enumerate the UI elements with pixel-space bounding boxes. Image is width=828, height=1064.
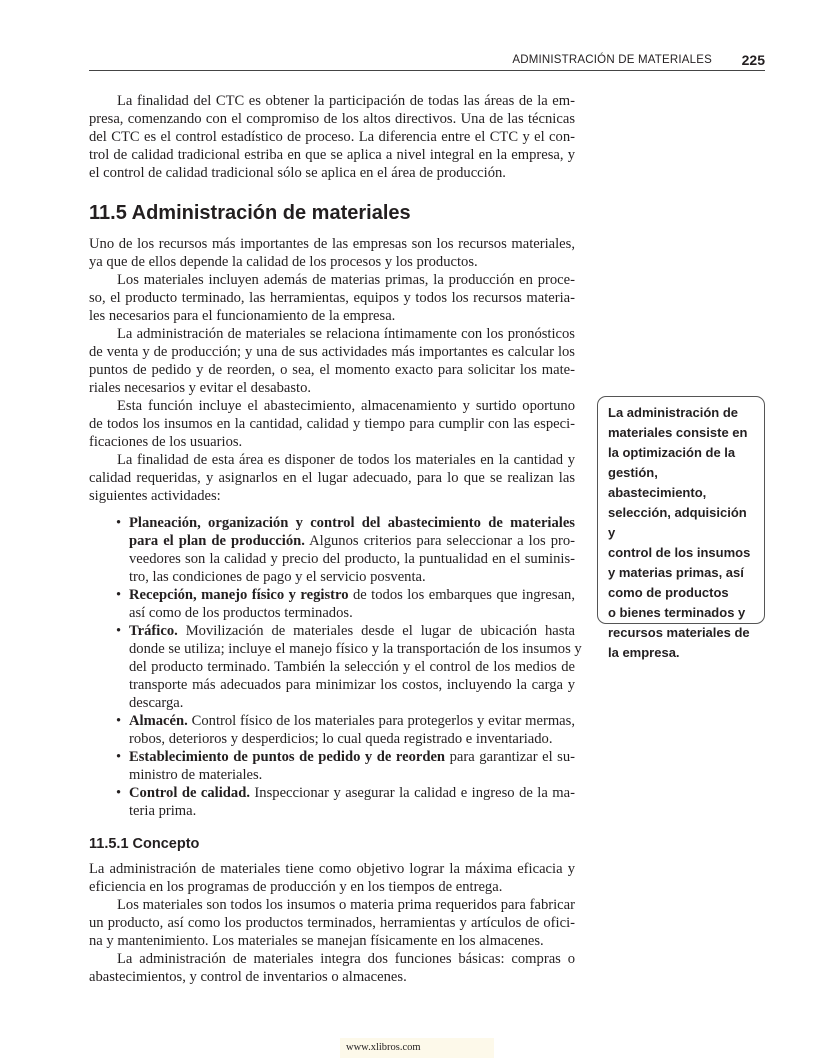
- bold-term: Tráfico.: [129, 623, 178, 639]
- running-title: ADMINISTRACIÓN DE MATERIALES: [512, 54, 712, 66]
- line-text: tro, las condiciones de pago y el servicio posventa.: [129, 569, 426, 585]
- text-line: el control de calidad tradicional sólo se aplica en el área de producción.: [89, 165, 506, 181]
- note-line: y materias primas, así: [608, 565, 744, 580]
- text-line: so, el producto terminado, las herramientas, equipos y todos los recursos materia-: [89, 290, 575, 306]
- note-line: la empresa.: [608, 645, 680, 660]
- text-line: [129, 658, 575, 676]
- text-line: presa, comenzando con el compromiso de los altos directivos. Una de las técnicas: [89, 111, 575, 127]
- line-text: transporte más adecuados para minimizar los costos, incluyendo la carga y: [129, 677, 575, 693]
- note-line: materiales consiste en: [608, 425, 748, 440]
- text-line: riales necesarios y evitar el desabasto.: [89, 380, 312, 396]
- line-text: teria prima.: [129, 803, 197, 819]
- margin-note-box: [597, 396, 765, 660]
- text-line: de todos los insumos en la cantidad, calidad y tiempo para cumplir con las especi-: [89, 416, 575, 432]
- text-line: [129, 586, 575, 604]
- paragraph: [89, 271, 575, 325]
- text-line: de venta y de producción; y una de sus actividades más importantes es calcular los: [89, 344, 575, 360]
- line-text: Control físico de los materiales para protegerlos y evitar mermas,: [187, 713, 575, 729]
- bold-term: Recepción, manejo físico y registro: [129, 587, 349, 603]
- bold-term: Planeación, organización y control del abastecimiento de materiales: [129, 515, 575, 531]
- text-line: Esta función incluye el abastecimiento, almacenamiento y surtido oportuno: [117, 398, 575, 414]
- text-line: ficaciones de los usuarios.: [89, 434, 243, 450]
- list-item: [116, 748, 576, 784]
- paragraph: [89, 92, 575, 182]
- text-line: les necesarios para el funcionamiento de la empresa.: [89, 308, 396, 324]
- text-line: [129, 766, 575, 784]
- note-line: como de productos: [608, 585, 729, 600]
- note-line: gestión, abastecimiento,: [608, 465, 707, 500]
- list-item: [116, 622, 582, 712]
- text-line: siguientes actividades:: [89, 488, 221, 504]
- paragraph: [89, 860, 575, 896]
- line-text: Movilización de materiales desde el lugar de ubicación hasta: [177, 623, 575, 639]
- line-text: robos, deterioros y desperdicios; lo cual queda registrado e inventariado.: [129, 731, 553, 747]
- text-line: [129, 550, 575, 568]
- text-line: [129, 712, 575, 730]
- text-line: [129, 730, 575, 748]
- bullet-icon: •: [116, 749, 122, 765]
- note-line: control de los insumos: [608, 545, 751, 560]
- running-header: [89, 52, 765, 71]
- line-text: donde se utiliza; incluye el manejo físico y la transportación de los insumos y: [129, 641, 582, 657]
- text-line: [129, 676, 575, 694]
- section-heading: 11.5 Administración de materiales: [89, 202, 411, 224]
- line-text: descarga.: [129, 695, 184, 711]
- line-text: del producto terminado. También la selección y el control de los medios de: [129, 659, 575, 675]
- bullet-icon: •: [116, 515, 122, 531]
- text-line: [129, 604, 575, 622]
- bullet-icon: •: [116, 785, 122, 801]
- line-text: de todos los embarques que ingresan,: [348, 587, 575, 603]
- text-line: eficiencia en los programas de producción y en los tiempos de entrega.: [89, 879, 503, 895]
- note-line: selección, adquisición y: [608, 505, 747, 540]
- paragraph: [89, 896, 575, 950]
- bullet-icon: •: [116, 623, 122, 639]
- bullet-icon: •: [116, 713, 122, 729]
- note-line: la optimización de la: [608, 445, 736, 460]
- text-line: Los materiales incluyen además de materias primas, la producción en proce-: [117, 272, 575, 288]
- bullet-icon: •: [116, 587, 122, 603]
- line-text: así como de los productos terminados.: [129, 605, 353, 621]
- text-line: [129, 532, 575, 550]
- line-text: ministro de materiales.: [129, 767, 263, 783]
- concept-paragraphs: [89, 860, 575, 986]
- note-line: recursos materiales de: [608, 625, 750, 640]
- text-line: La finalidad de esta área es disponer de todos los materiales en la cantidad y: [117, 452, 575, 468]
- bold-term: Establecimiento de puntos de pedido y de reorden: [129, 749, 446, 765]
- paragraph: [89, 235, 575, 271]
- text-line: [129, 640, 582, 658]
- text-line: [129, 748, 575, 766]
- text-line: [129, 802, 575, 820]
- line-text: Inspeccionar y asegurar la calidad e ingreso de la ma-: [249, 785, 575, 801]
- line-text: Algunos criterios para seleccionar a los pro-: [304, 533, 576, 549]
- paragraph: [89, 325, 575, 397]
- text-line: del CTC es el control estadístico de proceso. La diferencia entre el CTC y el con-: [89, 129, 575, 145]
- text-line: Uno de los recursos más importantes de las empresas son los recursos materiales,: [89, 236, 575, 252]
- footer-website-link[interactable]: www.xlibros.com: [340, 1038, 494, 1058]
- section-paragraphs: [89, 235, 575, 505]
- line-text: veedores son la calidad y precio del producto, la puntualidad en el suminis-: [129, 551, 575, 567]
- text-line: [129, 694, 575, 712]
- bold-term: Control de calidad.: [129, 785, 250, 801]
- note-line: o bienes terminados y: [608, 605, 746, 620]
- list-item: [116, 784, 575, 820]
- paragraph: [89, 397, 575, 451]
- text-line: na y mantenimiento. Los materiales se manejan físicamente en los almacenes.: [89, 933, 544, 949]
- text-line: [129, 568, 575, 586]
- text-line: [129, 784, 575, 802]
- text-line: un producto, así como los productos terminados, herramientas y artículos de ofici-: [89, 915, 575, 931]
- text-line: trol de calidad tradicional estriba en que se aplica a nivel integral en la empresa, y: [89, 147, 575, 163]
- text-line: [129, 622, 575, 640]
- text-line: La administración de materiales se relaciona íntimamente con los pronósticos: [117, 326, 575, 342]
- page-number: 225: [741, 52, 765, 68]
- text-line: La finalidad del CTC es obtener la participación de todas las áreas de la em-: [117, 93, 575, 109]
- text-line: Los materiales son todos los insumos o materia prima requeridos para fabricar: [117, 897, 575, 913]
- text-line: La administración de materiales tiene como objetivo lograr la máxima eficacia y: [89, 861, 575, 877]
- bold-term: para el plan de producción.: [129, 533, 305, 549]
- list-item: [116, 586, 575, 622]
- text-line: calidad requeridas, y asignarlos en el lugar adecuado, para lo que se realizan las: [89, 470, 575, 486]
- text-line: ya que de ellos depende la calidad de los procesos y los productos.: [89, 254, 478, 270]
- text-line: [129, 514, 575, 532]
- text-line: puntos de pedido y de reorden, o sea, el momento exacto para solicitar los mate-: [89, 362, 575, 378]
- subsection-heading: 11.5.1 Concepto: [89, 836, 200, 852]
- list-item: [116, 712, 575, 748]
- bold-term: Almacén.: [129, 713, 188, 729]
- note-line: La administración de: [608, 405, 739, 420]
- list-item: [116, 514, 576, 586]
- text-line: La administración de materiales integra dos funciones básicas: compras o: [117, 951, 575, 967]
- intro-paragraph: [89, 92, 575, 182]
- line-text: para garantizar el su-: [445, 749, 576, 765]
- activities-list: [116, 514, 582, 820]
- paragraph: [89, 451, 575, 505]
- text-line: abastecimientos, y control de inventarios o almacenes.: [89, 969, 407, 985]
- paragraph: [89, 950, 575, 986]
